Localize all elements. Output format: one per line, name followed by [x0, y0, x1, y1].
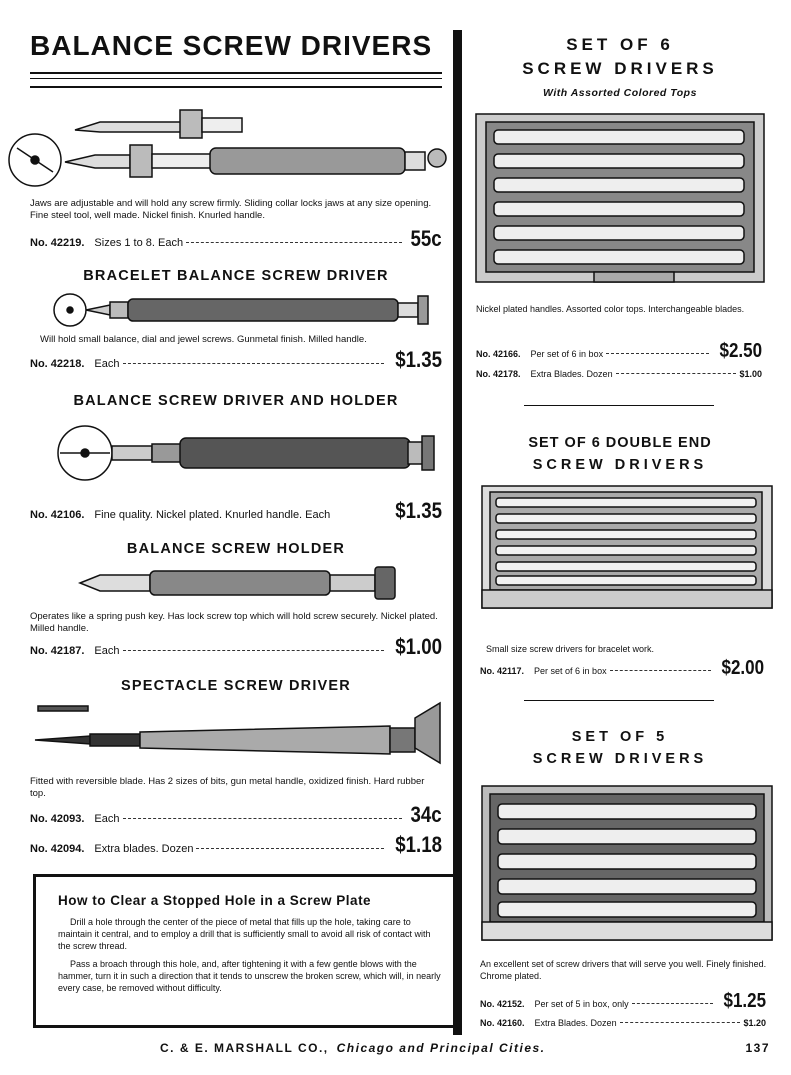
double-title-line2: SCREW DRIVERS — [532, 457, 708, 473]
leader-dots — [632, 1003, 713, 1004]
item-text: Sizes 1 to 8. Each — [94, 237, 184, 249]
item-42218-description: Will hold small balance, dial and jewel screws. Gunmetal finish. Milled handle. — [40, 334, 367, 345]
item-number: No. 42178. — [476, 369, 521, 379]
item-number: No. 42117. — [480, 666, 525, 676]
item-42093-price-line — [30, 802, 442, 828]
item-text: Extra Blades. Dozen — [530, 369, 613, 379]
balance-driver-holder-illustration — [30, 420, 440, 485]
footer — [160, 1041, 770, 1055]
set6-title-line2: SCREW DRIVERS — [522, 59, 718, 78]
section-rule — [524, 405, 714, 406]
item-text: Fine quality. Nickel plated. Knurled handle. Each — [94, 509, 331, 521]
item-price: $2.00 — [721, 657, 764, 679]
item-42160-price-line — [480, 1018, 766, 1028]
item-text: Extra blades. Dozen — [94, 843, 194, 855]
set6-title-line1: SET OF 6 — [566, 35, 674, 54]
tip-paragraph-2: Pass a broach through this hole, and, after tightening it with a few gentle blows with the hammer, turn it in such a direction that it tends to unscrew the broken screw, which will, in nearly every case, be removed without difficulty. — [58, 959, 441, 993]
title-rule-mid — [30, 78, 442, 79]
leader-dots — [610, 670, 711, 671]
set5-title-line1: SET OF 5 — [571, 729, 669, 745]
item-42106-price-line — [30, 498, 442, 524]
section-heading-screw-holder: BALANCE SCREW HOLDER — [126, 541, 346, 557]
item-price: $1.00 — [395, 634, 442, 659]
leader-dots — [123, 650, 384, 651]
balance-screw-holder-illustration — [70, 563, 410, 603]
tip-box — [33, 874, 461, 1028]
section-heading-bracelet: BRACELET BALANCE SCREW DRIVER — [83, 268, 389, 284]
leader-dots — [196, 848, 383, 849]
item-42094-price-line — [30, 832, 442, 858]
leader-dots — [620, 1022, 741, 1023]
item-text: Each — [94, 645, 120, 657]
set6-description: Nickel plated handles. Assorted color tops. Interchangeable blades. — [476, 304, 745, 314]
item-number: No. 42093. — [30, 813, 85, 825]
section-heading-spectacle: SPECTACLE SCREW DRIVER — [121, 678, 351, 694]
item-number: No. 42106. — [30, 509, 85, 521]
item-price: $1.25 — [723, 990, 766, 1012]
double-title-line1: SET OF 6 DOUBLE END — [528, 435, 712, 451]
item-number: No. 42218. — [30, 358, 85, 370]
item-number: No. 42187. — [30, 645, 85, 657]
double-end-box-illustration — [480, 484, 774, 610]
leader-dots — [606, 353, 709, 354]
set5-box-illustration — [480, 784, 774, 942]
leader-dots — [123, 363, 384, 364]
item-42117-price-line — [480, 657, 764, 680]
item-price: $2.50 — [719, 340, 762, 362]
item-42152-price-line — [480, 990, 766, 1013]
item-price: $1.20 — [743, 1018, 766, 1028]
page-title: BALANCE SCREW DRIVERS — [30, 30, 433, 61]
footer-cities: Chicago and Principal Cities. — [336, 1041, 546, 1055]
item-number: No. 42166. — [476, 349, 521, 359]
spectacle-screw-driver-illustration — [30, 698, 445, 768]
item-42187-price-line — [30, 634, 442, 660]
tip-title: How to Clear a Stopped Hole in a Screw Plate — [58, 893, 372, 908]
bracelet-screw-driver-illustration — [30, 288, 440, 333]
item-price: $1.35 — [395, 498, 442, 523]
balance-screw-driver-illustration — [5, 100, 450, 190]
item-text: Per set of 5 in box, only — [534, 999, 629, 1009]
item-text: Per set of 6 in box — [530, 349, 604, 359]
set5-description: An excellent set of screw drivers that will serve you well. Finely finished. Chrome plated. — [480, 959, 767, 981]
item-text: Each — [94, 358, 120, 370]
item-text: Extra Blades. Dozen — [534, 1018, 617, 1028]
item-price: 55c — [410, 226, 442, 251]
footer-company: C. & E. MARSHALL CO., — [160, 1041, 329, 1055]
item-42219-description: Jaws are adjustable and will hold any screw firmly. Sliding collar locks jaws at any size opening. Fine steel tool, well made. Nickel finish. Knurled handle. — [30, 198, 432, 221]
item-price: $1.35 — [395, 347, 442, 372]
item-42218-price-line — [30, 347, 442, 373]
item-42166-price-line — [476, 340, 762, 363]
section-rule — [524, 700, 714, 701]
section-heading-driver-holder: BALANCE SCREW DRIVER AND HOLDER — [73, 393, 399, 409]
item-text: Each — [94, 813, 120, 825]
item-price: 34c — [410, 802, 442, 827]
set5-title-line2: SCREW DRIVERS — [532, 751, 708, 767]
leader-dots — [123, 818, 403, 819]
item-42093-description: Fitted with reversible blade. Has 2 sizes of bits, gun metal handle, oxidized finish. Hard rubber top. — [30, 776, 425, 799]
set6-subtitle: With Assorted Colored Tops — [543, 87, 697, 99]
item-number: No. 42152. — [480, 999, 525, 1009]
double-description: Small size screw drivers for bracelet work. — [486, 644, 655, 654]
item-price: $1.18 — [395, 832, 442, 857]
leader-dots — [186, 242, 402, 243]
item-price: $1.00 — [739, 369, 762, 379]
set6-box-illustration — [474, 112, 766, 292]
leader-dots — [616, 373, 737, 374]
item-number: No. 42219. — [30, 237, 85, 249]
item-42187-description: Operates like a spring push key. Has lock screw top which will hold screw securely. Nickel plated. Milled handle. — [30, 611, 438, 634]
item-number: No. 42094. — [30, 843, 85, 855]
tip-paragraph-1: Drill a hole through the center of the piece of metal that fills up the hole, taking care to maintain it central, and to employ a drill that is sufficiently small to avoid all risk of contact with the screw thread. — [58, 917, 431, 951]
item-42219-price-line — [30, 226, 442, 252]
title-rule — [30, 72, 442, 88]
item-42178-price-line — [476, 369, 762, 379]
page-number: 137 — [745, 1041, 770, 1055]
item-text: Per set of 6 in box — [534, 666, 607, 676]
item-number: No. 42160. — [480, 1018, 525, 1028]
